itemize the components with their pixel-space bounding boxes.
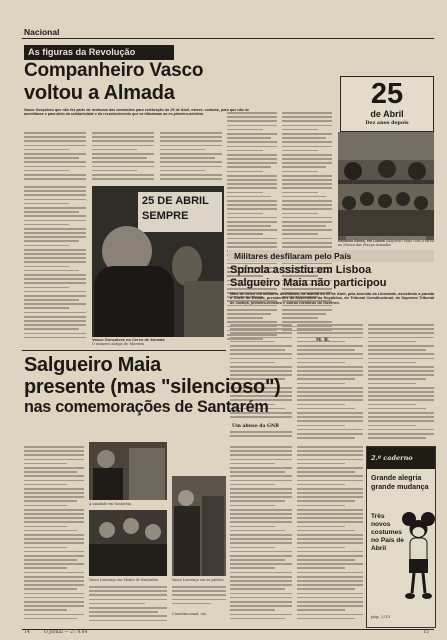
footer-page-left: 14 (24, 630, 30, 635)
story1-column-3 (160, 132, 222, 182)
caption-a: A saudade em Santarém (89, 502, 131, 506)
vasco-goncalves-photo (92, 186, 224, 337)
story2-column-3 (368, 324, 434, 442)
story2-lead: Mais de cinco mil militares desfilaram, na manhã do 25 de Abril, pela Avenida da Liberdade, assistindo a parada o Chefe do Estado, presidentes da Assembleia da República, do Tribunal Constitucional, do Supremo Tribunal de Justiça, primeiro-ministro e outros membros do Governo. (230, 292, 434, 305)
sidebar-body: Três novos costumes no País de Abril (371, 513, 404, 552)
sidebar-headline: Grande alegria grande mudança (371, 473, 429, 491)
story3-column-3 (172, 586, 226, 608)
story2-kicker: Militares desfilaram pelo País (228, 250, 434, 262)
section-header (22, 26, 434, 38)
story3-column-5 (297, 446, 363, 626)
story1-kicker: As figuras da Revolução (24, 45, 174, 60)
story2-column-1b (230, 431, 292, 441)
25-de-abril-badge: 25 de Abril Dez anos depois (340, 76, 434, 132)
header-rule (22, 38, 434, 39)
story2-photo-caption: Ramalho Eanes, em Lisboa Salgueiro Maia com a farda no Museu das Forças Armadas (338, 239, 434, 248)
story3-column-4 (230, 446, 292, 626)
footer-paper: O Jornal — 27.4.84 (44, 630, 88, 635)
mickey-illustration (401, 511, 435, 601)
sidebar-box (366, 446, 436, 628)
santarem-photo-c (172, 476, 226, 576)
story2-subhead: Um abuso da GNR (232, 424, 279, 429)
santarem-photo-a (89, 442, 167, 500)
santarem-photo-b (89, 510, 167, 576)
story3-column-1 (24, 446, 84, 626)
story3-headline-2: presente (mas "silencioso") (24, 376, 281, 398)
story1-column-4 (24, 186, 86, 342)
caption-c: Vasco Lourenço em as paletes (172, 578, 224, 582)
story1-photo-caption: Vasco Gonçalves no Cerco de Almada O número antigo de Moreira (92, 337, 165, 347)
story3-column-2 (89, 586, 167, 626)
sidebar-page-ref: pág. 2/13 (371, 614, 391, 619)
military-photo (338, 184, 434, 236)
story1-column-2 (92, 132, 154, 182)
caption-b: Vasco Lourenço em Monte de Santarém (89, 578, 158, 582)
sidebar-kicker: 2.º caderno (371, 454, 413, 462)
story1-lead: Vasco Gonçalves que não fez parte de nenhuma das comissões para celebração do 25 de Abril, esteve, contudo, para que não se acreditasse e para além da solidariedade e do reconhecimento que se tributaram ao ex-primeiro-ministro (24, 108, 249, 117)
story3-headline-1: Salgueiro Maia (24, 354, 161, 376)
photo-banner: 25 DE ABRIL SEMPRE (138, 192, 222, 232)
story1-headline-2: voltou a Almada (24, 82, 175, 104)
story2-column-2 (297, 324, 363, 442)
story1-column-1 (24, 132, 86, 182)
section-label: Nacional (24, 27, 60, 37)
story-divider (22, 350, 226, 351)
story3-headline-3: nas comemorações de Santarém (24, 398, 269, 416)
footer-page-right: 15 (423, 630, 429, 635)
story2-headline-2: Salgueiro Maia não participou (230, 277, 387, 289)
mickey-icon (401, 511, 435, 601)
story1-headline-1: Companheiro Vasco (24, 60, 204, 81)
story3-signature: Constitucional, etc. (172, 612, 208, 616)
story2-headline-1: Spínola assistiu em Lisboa (230, 264, 372, 276)
